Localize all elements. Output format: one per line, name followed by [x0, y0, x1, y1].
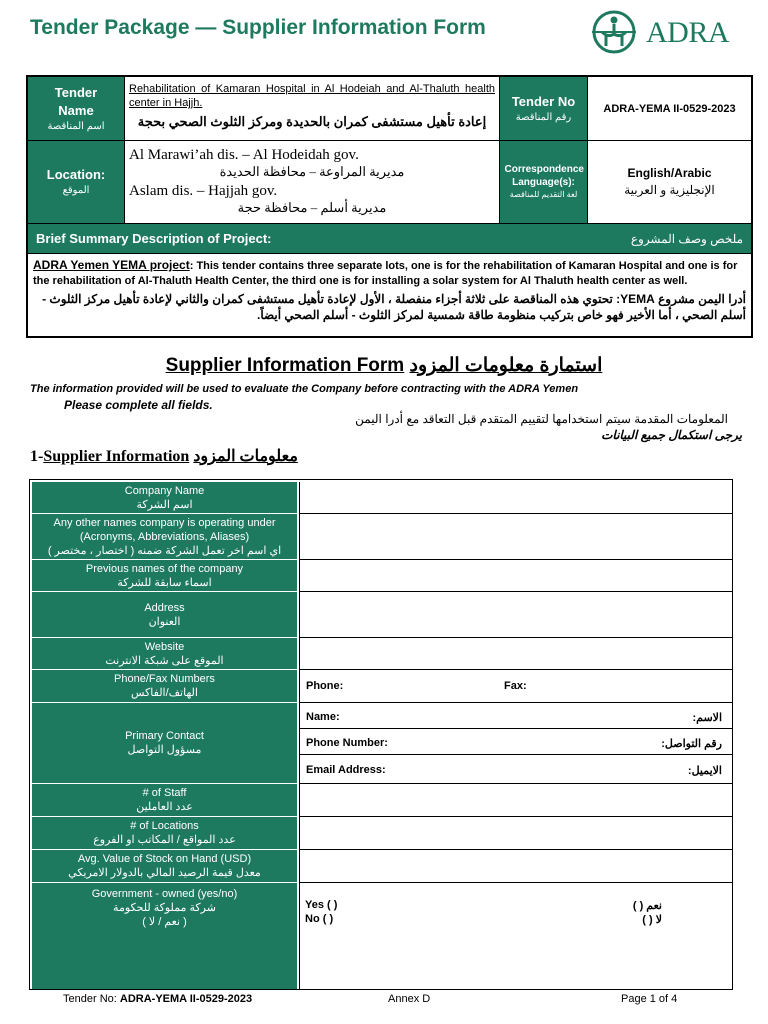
correspondence-language-value: English/Arabic الإنجليزية و العربية	[624, 166, 715, 197]
project-summary: ADRA Yemen YEMA project: This tender contains three separate lots, one is for the rehabilitation of Kamaran Hospital and one is for the rehabilitation of Al-Thaluth Health Center, the third one is for installing a solar system for Al Thaluth health center as well. أدرا اليمن مشروع YEMA: تحتوي هذه المناقصة على ثلاثة أجزاء منفصلة ، الأول لإعادة تأهيل مستشفى كمران والثاني لإعادة تأهيل مركز الثلوث - أسلم الصحي ، أما الأخير فهو خاص بتركيب منظومة طاقة شمسية لمركز الثلوث - أسلم الصحي أيضاً.	[33, 258, 746, 322]
row-label-phone-fax: Phone/Fax Numbers الهاتف/الفاكس	[32, 670, 297, 703]
intro-text-arabic: المعلومات المقدمة سيتم استخدامها لتقييم المتقدم قبل التعاقد مع أدرا اليمن	[355, 412, 728, 426]
footer-page-number: Page 1 of 4	[621, 993, 678, 1005]
section-title: 1-Supplier Information معلومات المزود	[30, 448, 298, 465]
footer-annex: Annex D	[388, 993, 431, 1005]
staff-count-field[interactable]	[299, 784, 732, 817]
contact-name-label: Name:	[306, 711, 340, 723]
row-label-stock-value: Avg. Value of Stock on Hand (USD) معدل قيمة الرصيد المالي بالدولار الامريكي	[32, 850, 297, 883]
row-label-company-name: Company Name اسم الشركة	[32, 482, 297, 514]
phone-fax-field[interactable]	[299, 670, 732, 703]
locations-count-field[interactable]	[299, 817, 732, 850]
tender-name-value: Rehabilitation of Kamaran Hospital in Al Hodeiah and Al-Thaluth health center in Hajjh. إعادة تأهيل مستشفى كمران بالحديدة ومركز الثلوث الصحي بحجة	[129, 83, 495, 129]
contact-name-label-arabic: الاسم:	[692, 712, 722, 724]
company-name-field[interactable]	[299, 482, 732, 514]
previous-names-field[interactable]	[299, 560, 732, 592]
row-label-website: Website الموقع على شبكة الانترنت	[32, 638, 297, 670]
no-option-arabic[interactable]: لا ( )	[642, 914, 662, 926]
tender-name-label: Tender Name اسم المناقصة	[28, 77, 124, 140]
other-names-field[interactable]	[299, 514, 732, 560]
contact-phone-label-arabic: رقم التواصل:	[661, 738, 722, 750]
summary-label-bar: Brief Summary Description of Project: ملخص وصف المشروع	[28, 224, 751, 253]
stock-value-field[interactable]	[299, 850, 732, 883]
address-field[interactable]	[299, 592, 732, 638]
government-owned-field	[299, 883, 732, 989]
primary-contact-field[interactable]	[299, 703, 732, 784]
tender-no-value: ADRA-YEMA II-0529-2023	[603, 102, 736, 115]
row-label-staff: # of Staff عدد العاملين	[32, 784, 297, 817]
form-title: Supplier Information Form استمارة معلومات المزود	[165, 355, 603, 376]
contact-email-label-arabic: الايميل:	[687, 765, 722, 777]
tender-header-box	[26, 75, 753, 338]
yes-option-arabic[interactable]: نعم ( )	[632, 900, 662, 912]
row-label-address: Address العنوان	[32, 592, 297, 638]
row-label-other-names: Any other names company is operating under (Acronyms, Abbreviations, Aliases) اي اسم اخر تعمل الشركة ضمنه ( اختصار ، مختصر )	[32, 514, 297, 560]
contact-phone-label: Phone Number:	[306, 737, 388, 749]
location-value: Al Marawi’ah dis. – Al Hodeidah gov. مديرية المراوعة – محافظة الحديدة Aslam dis. – Hajjah gov. مديرية أسلم – محافظة حجة	[129, 147, 405, 215]
no-option[interactable]: No ( )	[305, 913, 334, 925]
intro-instruction-arabic: يرجى استكمال جميع البيانات	[601, 428, 742, 442]
contact-email-label: Email Address:	[306, 764, 386, 776]
row-label-government-owned: Government - owned (yes/no) شركة مملوكة للحكومة ( نعم / لا )	[32, 883, 297, 989]
tender-no-label: Tender No رقم المناقصة	[500, 77, 587, 140]
row-label-locations: # of Locations عدد المواقع / المكاتب او الفروع	[32, 817, 297, 850]
correspondence-language-label: Correspondence Language(s): لغة التقديم للمناقصة	[500, 141, 587, 223]
yes-option[interactable]: Yes ( )	[305, 899, 338, 911]
document-title: Tender Package — Supplier Information Form	[30, 16, 486, 39]
website-field[interactable]	[299, 638, 732, 670]
fax-label: Fax:	[504, 680, 527, 692]
phone-label: Phone:	[306, 680, 344, 692]
row-label-primary-contact: Primary Contact مسؤول التواصل	[32, 703, 297, 784]
adra-hands-icon	[586, 10, 642, 54]
logo-wordmark: ADRA	[646, 16, 730, 49]
intro-text: The information provided will be used to evaluate the Company before contracting with the ADRA Yemen	[30, 383, 579, 395]
row-label-previous-names: Previous names of the company اسماء سابقة للشركة	[32, 560, 297, 592]
adra-logo	[586, 10, 746, 56]
footer-tender-no: Tender No: ADRA-YEMA II-0529-2023	[63, 993, 253, 1005]
intro-instruction: Please complete all fields.	[64, 398, 213, 412]
supplier-info-table	[29, 479, 733, 990]
location-label: Location: الموقع	[28, 141, 124, 223]
